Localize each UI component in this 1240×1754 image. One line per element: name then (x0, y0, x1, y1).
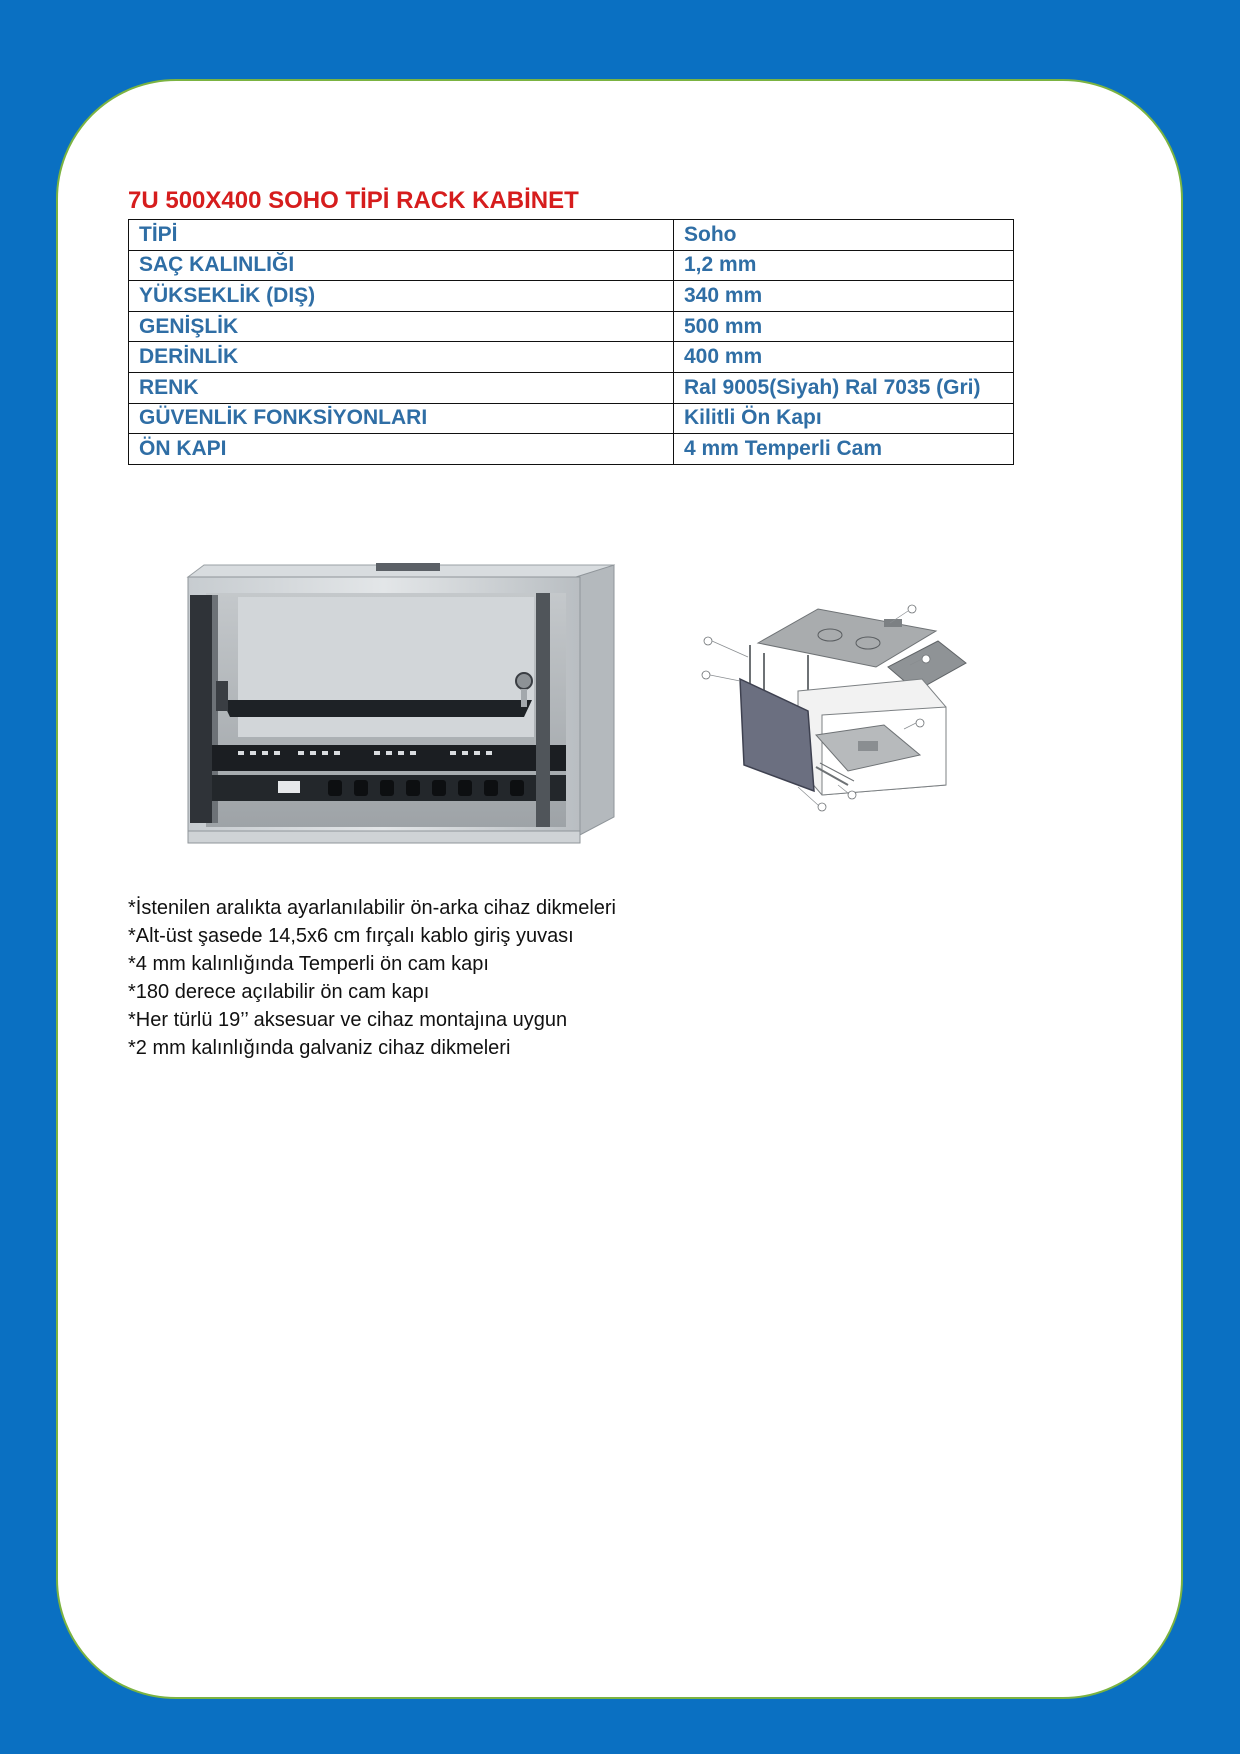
spec-table (128, 219, 1014, 465)
spec-value: 400 mm (674, 342, 1014, 373)
spec-label: ÖN KAPI (129, 434, 674, 465)
spec-value: Soho (674, 220, 1014, 251)
feature-list (128, 894, 616, 1062)
feature-item: *Her türlü 19’’ aksesuar ve cihaz montajına uygun (128, 1009, 568, 1031)
spec-label: GÜVENLİK FONKSİYONLARI (129, 403, 674, 434)
spec-value: Kilitli Ön Kapı (674, 403, 1014, 434)
feature-item: *4 mm kalınlığında Temperli ön cam kapı (128, 953, 489, 975)
product-title: 7U 500X400 SOHO TİPİ RACK KABİNET (128, 187, 579, 214)
spec-row (129, 220, 1014, 251)
feature-item: *Alt-üst şasede 14,5x6 cm fırçalı kablo giriş yuvası (128, 925, 574, 947)
spec-row (129, 311, 1014, 342)
spec-label: DERİNLİK (129, 342, 674, 373)
spec-value: 1,2 mm (674, 250, 1014, 281)
spec-value: 500 mm (674, 311, 1014, 342)
spec-label: GENİŞLİK (129, 311, 674, 342)
feature-item: *2 mm kalınlığında galvaniz cihaz dikmeleri (128, 1037, 511, 1059)
spec-row (129, 372, 1014, 403)
spec-value: Ral 9005(Siyah) Ral 7035 (Gri) (674, 372, 1014, 403)
cabinet-front-photo (178, 555, 618, 855)
spec-row (129, 403, 1014, 434)
spec-label: RENK (129, 372, 674, 403)
spec-value: 340 mm (674, 281, 1014, 312)
spec-label: SAÇ KALINLIĞI (129, 250, 674, 281)
feature-item: *İstenilen aralıkta ayarlanılabilir ön-arka cihaz dikmeleri (128, 897, 616, 919)
feature-item: *180 derece açılabilir ön cam kapı (128, 981, 430, 1003)
spec-row (129, 342, 1014, 373)
spec-row (129, 281, 1014, 312)
spec-label: YÜKSEKLİK (DIŞ) (129, 281, 674, 312)
spec-row (129, 434, 1014, 465)
spec-value: 4 mm Temperli Cam (674, 434, 1014, 465)
spec-label: TİPİ (129, 220, 674, 251)
spec-row (129, 250, 1014, 281)
cabinet-exploded-drawing (698, 595, 1008, 835)
